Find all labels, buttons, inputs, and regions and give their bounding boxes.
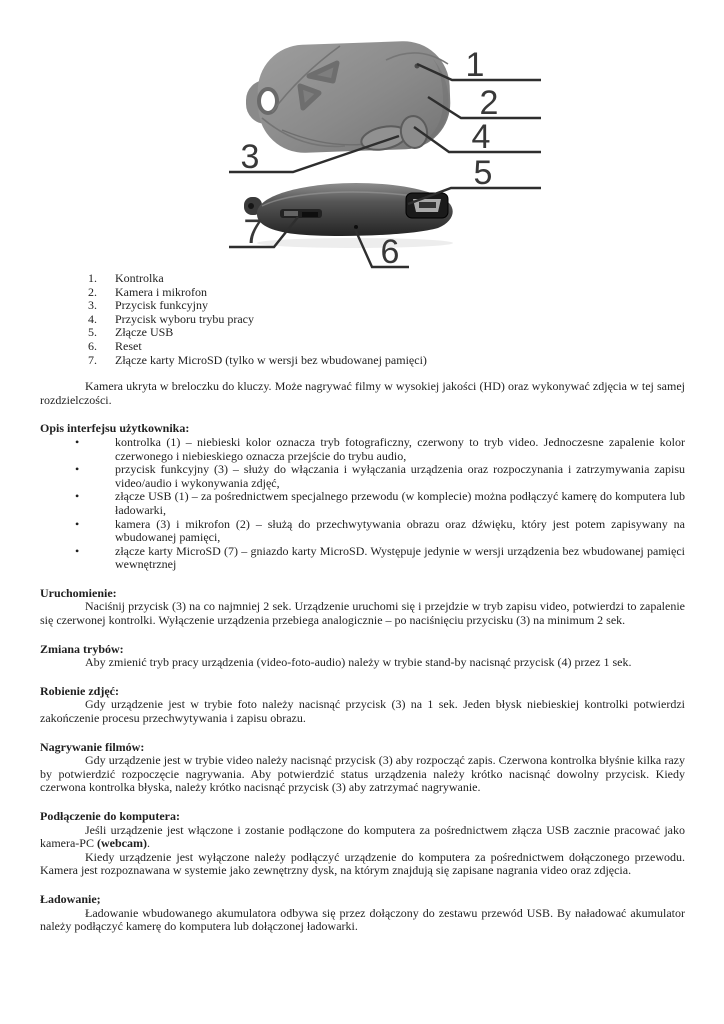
bullet-text: kamera (3) i mikrofon (2) – służą do przechwytywania obrazu oraz dźwięku, który jest potem zapisywany na wbudowanej pamięci, bbox=[115, 516, 685, 545]
section-heading: Nagrywanie filmów: bbox=[40, 739, 145, 754]
section-paragraph bbox=[40, 824, 685, 851]
bullet-marker: • bbox=[75, 489, 80, 504]
bullet-item bbox=[40, 518, 685, 545]
reset-pinhole bbox=[354, 225, 358, 229]
callout-number-1: 1 bbox=[465, 46, 485, 84]
section-paragraph: Ładowanie wbudowanego akumulatora odbywa się przez dołączony do zestawu przewód USB. By naładować akumulator należy podłączyć kamerę do komputera lub dołączonej ładowarki. bbox=[40, 905, 685, 934]
section-heading: Robienie zdjęć: bbox=[40, 683, 119, 698]
bullet-text: złącze USB (1) – za pośrednictwem specjalnego przewodu (w komplecie) można podłączyć kamerę do komputera lub ładowarki, bbox=[115, 489, 685, 517]
parts-list-item bbox=[40, 326, 685, 340]
side-keyring-hole bbox=[248, 203, 254, 209]
callout-number-5: 5 bbox=[473, 154, 493, 192]
manual-section bbox=[40, 587, 685, 628]
bullet-text: złącze karty MicroSD (7) – gniazdo karty MicroSD. Występuje jedynie w wersji urządzenia bez wbudowanej pamięci wewnętrznej bbox=[115, 543, 685, 572]
bullet-marker: • bbox=[75, 516, 80, 531]
parts-list-item bbox=[40, 299, 685, 313]
callout-number-7: 7 bbox=[243, 213, 263, 251]
section-heading: Podłączenie do komputera: bbox=[40, 809, 180, 823]
product-figures bbox=[0, 0, 724, 272]
section-heading: Uruchomienie: bbox=[40, 585, 117, 600]
item-label: Złącze karty MicroSD (tylko w wersji bez wbudowanej pamięci) bbox=[115, 352, 427, 367]
section-heading: Zmiana trybów: bbox=[40, 641, 124, 656]
section-heading: Opis interfejsu użytkownika: bbox=[40, 421, 190, 436]
manual-section bbox=[40, 810, 685, 878]
parts-list-item bbox=[40, 340, 685, 354]
item-number: 5. bbox=[88, 325, 97, 340]
callout-number-6: 6 bbox=[380, 233, 400, 271]
keyfob-side-view bbox=[244, 183, 453, 248]
section-paragraph: Aby zmienić tryb pracy urządzenia (video-foto-audio) należy w trybie stand-by nacisnąć przycisk (4) przez 1 sek. bbox=[85, 655, 632, 670]
section-paragraph: Kiedy urządzenie jest wyłączone należy podłączyć urządzenie do komputera za pośrednictwem dołączonego przewodu. Kamera jest rozpoznawana w systemie jako zewnętrzny dysk, na którym znajdują się zapisane nagrania video oraz zdjęcia. bbox=[40, 849, 685, 878]
plain-text: . bbox=[146, 836, 150, 851]
product-figure-svg bbox=[0, 0, 724, 272]
microsd-slot bbox=[280, 209, 322, 218]
manual-section bbox=[40, 741, 685, 795]
sections bbox=[40, 422, 685, 933]
section-heading: Ładowanie; bbox=[40, 891, 101, 906]
bullet-item bbox=[40, 490, 685, 517]
item-number: 4. bbox=[88, 311, 97, 326]
item-label: Przycisk funkcyjny bbox=[115, 298, 208, 313]
item-label: Przycisk wyboru trybu pracy bbox=[115, 311, 254, 326]
callout-number-4: 4 bbox=[471, 118, 491, 156]
manual-section bbox=[40, 643, 685, 670]
parts-list-item bbox=[40, 354, 685, 368]
manual-section bbox=[40, 422, 685, 572]
parts-list-item bbox=[40, 313, 685, 327]
bullet-text: przycisk funkcyjny (3) – służy do włączania i wyłączania urządzenia oraz rozpoczynania i zatrzymywania zapisu video/audio i wykonywania zdjęć, bbox=[115, 462, 685, 490]
bullet-item bbox=[40, 545, 685, 572]
item-number: 2. bbox=[88, 284, 97, 299]
bold-text: (webcam) bbox=[96, 836, 147, 851]
manual-section bbox=[40, 893, 685, 934]
item-number: 6. bbox=[88, 338, 97, 353]
bullet-list bbox=[40, 436, 685, 572]
callout-number-2: 2 bbox=[479, 84, 499, 122]
item-label: Złącze USB bbox=[115, 325, 174, 340]
bullet-marker: • bbox=[75, 434, 80, 449]
keyfob-back-view bbox=[246, 40, 452, 155]
item-number: 7. bbox=[88, 352, 97, 367]
section-paragraph: Naciśnij przycisk (3) na co najmniej 2 sek. Urządzenie uruchomi się i przejdzie w tryb zapisu video, potwierdzi to zapalenie się czerwonej kontrolki. Wyłączenie urządzenia przebiega analogicznie – po naciśnięciu przycisku (3) na minimum 2 sek. bbox=[40, 599, 685, 628]
item-label: Kamera i mikrofon bbox=[115, 284, 207, 299]
intro-paragraph: Kamera ukryta w breloczku do kluczy. Może nagrywać filmy w wysokiej jakości (HD) oraz wykonywać zdjęcia w tej samej rozdzielczości. bbox=[40, 379, 685, 407]
parts-list bbox=[40, 272, 685, 367]
item-label: Reset bbox=[115, 338, 142, 353]
plain-text: Jeśli urządzenie jest włączone i zostanie podłączone do komputera za pośrednictwem złącza USB zacznie pracować jako kamera-PC bbox=[40, 822, 685, 851]
parts-list-item bbox=[40, 272, 685, 286]
bullet-marker: • bbox=[75, 543, 80, 558]
bullet-item bbox=[40, 463, 685, 490]
document-content bbox=[40, 272, 685, 934]
item-label: Kontrolka bbox=[115, 271, 164, 285]
item-number: 3. bbox=[88, 298, 97, 313]
manual-section bbox=[40, 685, 685, 726]
section-paragraph: Gdy urządzenie jest w trybie video należy nacisnąć przycisk (3) aby rozpocząć zapis. Czerwona kontrolka błyśnie kilka razy by potwierdzić rozpoczęcie nagrywania. Aby potwierdzić status urządzenia należy krótko nacisnąć dowolny przycisk. Kiedy czerwona kontrolka błyska, należy krótko nacisnąć przycisk (3) aby zatrzymać nagrywanie. bbox=[40, 753, 685, 795]
item-number: 1. bbox=[88, 271, 97, 285]
section-paragraph: Gdy urządzenie jest w trybie foto należy nacisnąć przycisk (3) na 1 sek. Jeden błysk niebieskiej kontrolki potwierdzi zakończenie procesu przechwytywania i zapisu obrazu. bbox=[40, 697, 685, 726]
parts-list-item bbox=[40, 286, 685, 300]
bullet-item bbox=[40, 436, 685, 463]
bullet-text: kontrolka (1) – niebieski kolor oznacza tryb fotograficzny, czerwony to tryb video. Jednoczesne zapalenie kolor czerwonego i niebieskiego oznacza przejście do trybu audio, bbox=[115, 434, 685, 463]
ground-shadow bbox=[257, 238, 453, 248]
bullet-marker: • bbox=[75, 462, 80, 477]
callout-number-3: 3 bbox=[240, 138, 260, 176]
